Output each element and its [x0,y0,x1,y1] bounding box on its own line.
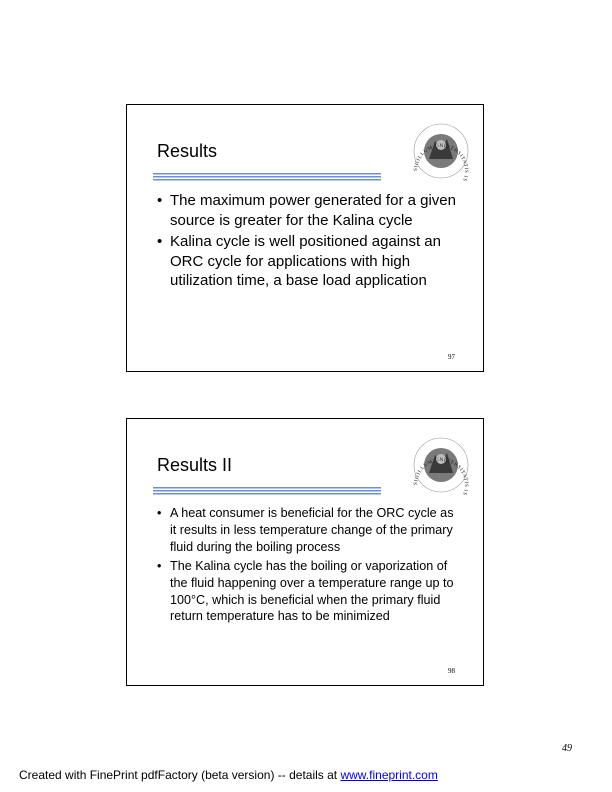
slide-97 [126,104,484,372]
slide-98 [126,418,484,686]
svg-text:SIGILLUM UNIVERSITATIS ISLANDI: SIGILLUM UNIVERSITATIS IS [412,142,470,181]
bullet-list [157,191,457,293]
bullet-item: • The maximum power generated for a given source is greater for the Kalina cycle [157,191,457,230]
bullet-item: • The Kalina cycle has the boiling or vaporization of the fluid happening over a temperature range up to 100°C, which is beneficial when the primary fluid return temperature has to be minimized [157,558,462,626]
fineprint-link[interactable]: www.fineprint.com [340,768,438,782]
university-seal-logo [409,435,473,495]
bullet-list [157,505,462,627]
slide-title: Results [157,141,218,161]
slide-title: Results II [157,455,233,475]
page-number: 49 [562,743,572,754]
bullet-item: • A heat consumer is beneficial for the ORC cycle as it results in less temperature change of the primary fluid during the boiling process [157,505,462,556]
university-seal-logo [409,121,473,181]
bullet-item: • Kalina cycle is well positioned against an ORC cycle for applications with high utilization time, a base load application [157,232,457,291]
footer [19,768,438,782]
footer-text: Created with FinePrint pdfFactory (beta version) -- details at [19,768,341,782]
title-underline [153,173,381,182]
slide-number: 97 [448,353,455,361]
svg-text:SIGILLUM UNIVERSITATIS ISLANDI: SIGILLUM UNIVERSITATIS IS [412,456,470,495]
slide-number: 98 [448,667,455,675]
title-underline [153,487,381,496]
